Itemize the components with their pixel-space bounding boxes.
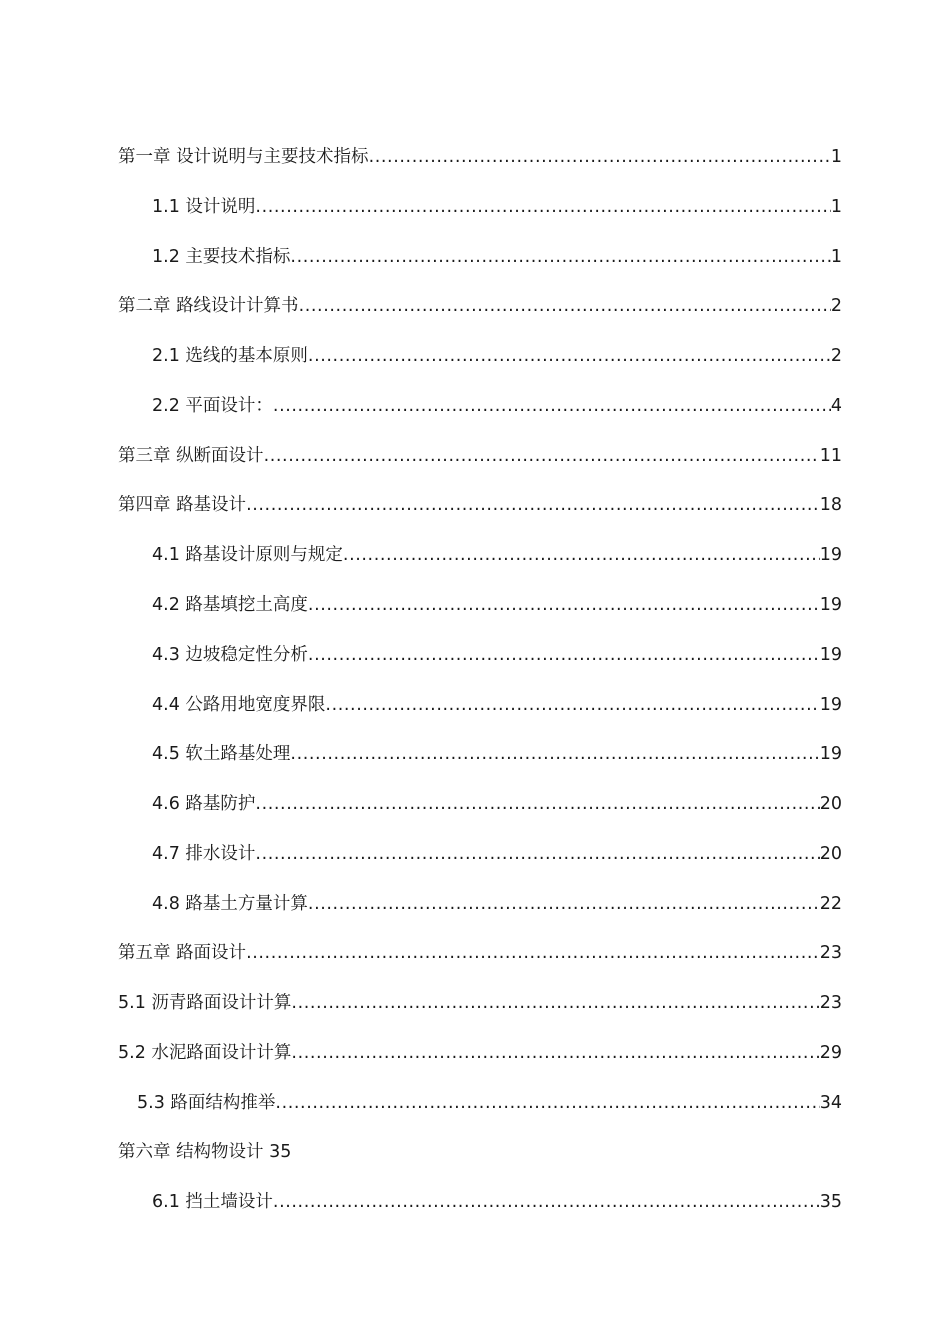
toc-entry-page: 18 — [819, 495, 842, 515]
toc-entry-label: 2.1 选线的基本原则 — [152, 346, 308, 366]
toc-entry-4-5[interactable] — [152, 740, 842, 768]
toc-entry-label: 2.2 平面设计： — [152, 396, 273, 416]
toc-entry-label: 4.3 边坡稳定性分析 — [152, 645, 308, 665]
toc-entry-label: 4.7 排水设计 — [152, 844, 256, 864]
toc-entry-page: 1 — [830, 147, 842, 167]
toc-entry-label: 4.2 路基填挖土高度 — [152, 595, 308, 615]
toc-entry-label: 4.6 路基防护 — [152, 794, 256, 814]
toc-entry-label: 5.2 水泥路面设计计算 — [118, 1043, 292, 1063]
toc-entry-page: 19 — [819, 645, 842, 665]
toc-entry-4-3[interactable] — [152, 641, 842, 669]
toc-dot-leader — [308, 342, 831, 370]
toc-entry-page: 23 — [819, 993, 842, 1013]
toc-entry-4-1[interactable] — [152, 541, 842, 569]
toc-entry-page: 22 — [819, 894, 842, 914]
toc-dot-leader — [308, 591, 820, 619]
toc-entry-chapter-4[interactable] — [118, 491, 842, 519]
toc-dot-leader — [255, 840, 819, 868]
toc-entry-4-2[interactable] — [152, 591, 842, 619]
toc-entry-label: 第五章 路面设计 — [118, 943, 247, 963]
toc-dot-leader — [308, 641, 820, 669]
toc-dot-leader — [343, 541, 820, 569]
toc-entry-5-3[interactable] — [137, 1089, 842, 1117]
toc-entry-chapter-1[interactable] — [118, 143, 842, 171]
toc-dot-leader — [255, 193, 830, 221]
toc-entry-label: 第六章 结构物设计 35 — [118, 1142, 292, 1162]
toc-entry-5-2[interactable] — [118, 1039, 842, 1067]
toc-entry-page: 29 — [819, 1043, 842, 1063]
toc-entry-4-7[interactable] — [152, 840, 842, 868]
toc-dot-leader — [290, 243, 830, 271]
toc-dot-leader — [255, 790, 819, 818]
toc-entry-page: 2 — [830, 346, 842, 366]
toc-entry-page: 19 — [819, 545, 842, 565]
toc-entry-1-1[interactable] — [152, 193, 842, 221]
toc-entry-page: 2 — [830, 296, 842, 316]
toc-dot-leader — [273, 392, 831, 420]
toc-entry-page: 11 — [819, 446, 842, 466]
toc-dot-leader — [291, 989, 819, 1017]
toc-entry-page: 34 — [819, 1093, 842, 1113]
toc-entry-page: 19 — [819, 744, 842, 764]
toc-entry-chapter-3[interactable] — [118, 442, 842, 470]
toc-dot-leader — [290, 740, 819, 768]
toc-entry-2-2[interactable] — [152, 392, 842, 420]
toc-entry-label: 4.1 路基设计原则与规定 — [152, 545, 343, 565]
toc-entry-chapter-5[interactable] — [118, 939, 842, 967]
toc-entry-4-8[interactable] — [152, 890, 842, 918]
toc-entry-page: 20 — [819, 794, 842, 814]
toc-dot-leader — [299, 292, 831, 320]
toc-entry-page: 35 — [819, 1192, 842, 1212]
toc-entry-label: 4.8 路基土方量计算 — [152, 894, 308, 914]
toc-entry-page: 19 — [819, 595, 842, 615]
toc-entry-chapter-2[interactable] — [118, 292, 842, 320]
toc-dot-leader — [308, 890, 820, 918]
toc-entry-4-4[interactable] — [152, 691, 842, 719]
toc-entry-label: 第三章 纵断面设计 — [118, 446, 264, 466]
toc-dot-leader — [275, 1089, 819, 1117]
toc-entry-page: 23 — [819, 943, 842, 963]
toc-dot-leader — [264, 442, 820, 470]
toc-entry-page: 4 — [830, 396, 842, 416]
toc-entry-label: 第二章 路线设计计算书 — [118, 296, 299, 316]
toc-dot-leader — [246, 939, 820, 967]
toc-entry-page: 1 — [830, 197, 842, 217]
toc-entry-page: 19 — [819, 695, 842, 715]
toc-entry-label: 1.1 设计说明 — [152, 197, 256, 217]
toc-entry-5-1[interactable] — [118, 989, 842, 1017]
toc-dot-leader — [246, 491, 820, 519]
toc-entry-label: 第一章 设计说明与主要技术指标 — [118, 147, 369, 167]
toc-entry-label: 4.5 软土路基处理 — [152, 744, 291, 764]
toc-entry-label: 5.3 路面结构推举 — [137, 1093, 276, 1113]
toc-entry-page: 1 — [830, 247, 842, 267]
toc-dot-leader — [273, 1188, 820, 1216]
toc-entry-label: 5.1 沥青路面设计计算 — [118, 993, 292, 1013]
toc-entry-label: 4.4 公路用地宽度界限 — [152, 695, 326, 715]
toc-entry-label: 第四章 路基设计 — [118, 495, 247, 515]
toc-entry-chapter-6[interactable] — [118, 1138, 842, 1166]
toc-entry-label: 6.1 挡土墙设计 — [152, 1192, 273, 1212]
toc-entry-page: 20 — [819, 844, 842, 864]
toc-dot-leader — [291, 1039, 819, 1067]
toc-entry-4-6[interactable] — [152, 790, 842, 818]
toc-dot-leader — [369, 143, 831, 171]
toc-entry-label: 1.2 主要技术指标 — [152, 247, 291, 267]
toc-entry-2-1[interactable] — [152, 342, 842, 370]
toc-dot-leader — [325, 691, 819, 719]
toc-entry-1-2[interactable] — [152, 243, 842, 271]
toc-entry-6-1[interactable] — [152, 1188, 842, 1216]
